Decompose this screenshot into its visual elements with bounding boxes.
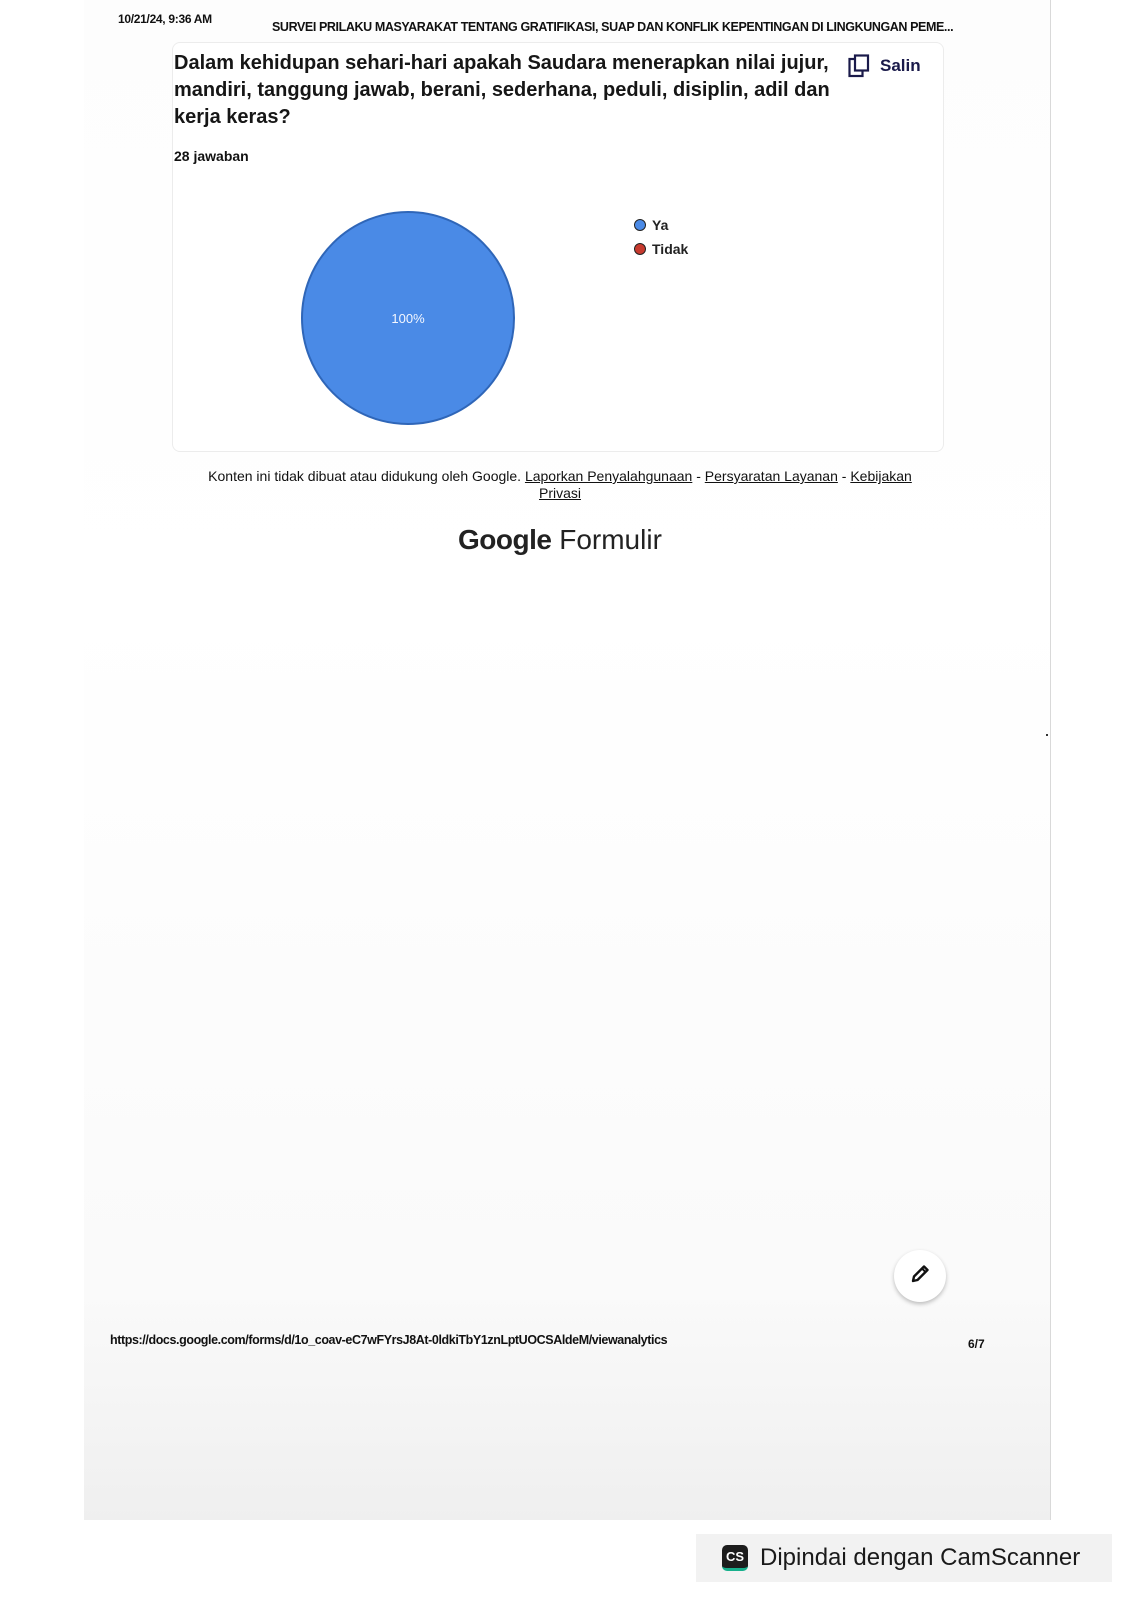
answer-count: 28 jawaban bbox=[174, 148, 249, 164]
legend-item-ya[interactable] bbox=[634, 213, 688, 237]
copy-label: Salin bbox=[880, 56, 921, 75]
question-text: Dalam kehidupan sehari-hari apakah Saudara menerapkan nilai jujur, mandiri, tanggung jawab, berani, sederhana, peduli, disiplin, adil dan kerja keras? bbox=[174, 52, 830, 128]
camscanner-logo: CS bbox=[722, 1545, 748, 1571]
pencil-icon bbox=[909, 1263, 931, 1290]
copy-button[interactable] bbox=[848, 54, 921, 78]
brand-google: Google bbox=[458, 524, 552, 555]
terms-link[interactable]: Persyaratan Layanan bbox=[704, 468, 838, 484]
separator: - bbox=[837, 468, 851, 484]
separator: - bbox=[692, 468, 705, 484]
report-abuse-link[interactable]: Laporkan Penyalahgunaan bbox=[524, 468, 693, 484]
camscanner-watermark bbox=[696, 1534, 1112, 1582]
copy-icon bbox=[848, 54, 870, 78]
page-number: 6/7 bbox=[968, 1337, 985, 1351]
disclaimer bbox=[190, 468, 930, 502]
print-url: https://docs.google.com/forms/d/1o_coav-eC7wFYrsJ8At-0ldkiTbY1znLptUOCSAldeM/viewanalytics bbox=[110, 1333, 668, 1347]
scan-speck bbox=[1046, 734, 1048, 736]
print-datetime: 10/21/24, 9:36 AM bbox=[118, 12, 212, 26]
legend-dot-tidak bbox=[634, 243, 646, 255]
legend-label-tidak: Tidak bbox=[652, 241, 689, 257]
legend-item-tidak[interactable] bbox=[634, 237, 688, 261]
legend-label-ya: Ya bbox=[652, 217, 669, 233]
disclaimer-text: Konten ini tidak dibuat atau didukung oleh Google. bbox=[208, 468, 522, 484]
pie-data-label: 100% bbox=[391, 311, 425, 326]
chart-legend bbox=[634, 213, 688, 261]
legend-dot-ya bbox=[634, 219, 646, 231]
brand-product: Formulir bbox=[559, 524, 662, 555]
google-forms-logo[interactable] bbox=[458, 524, 662, 556]
pie-chart bbox=[300, 210, 516, 426]
edit-button[interactable] bbox=[894, 1250, 946, 1302]
privacy-link[interactable]: Kebijakan Privasi bbox=[538, 468, 912, 501]
camscanner-text: Dipindai dengan CamScanner bbox=[760, 1544, 1081, 1571]
print-title: SURVEI PRILAKU MASYARAKAT TENTANG GRATIFIKASI, SUAP DAN KONFLIK KEPENTINGAN DI LINGKUNGAN PEME... bbox=[272, 20, 954, 34]
